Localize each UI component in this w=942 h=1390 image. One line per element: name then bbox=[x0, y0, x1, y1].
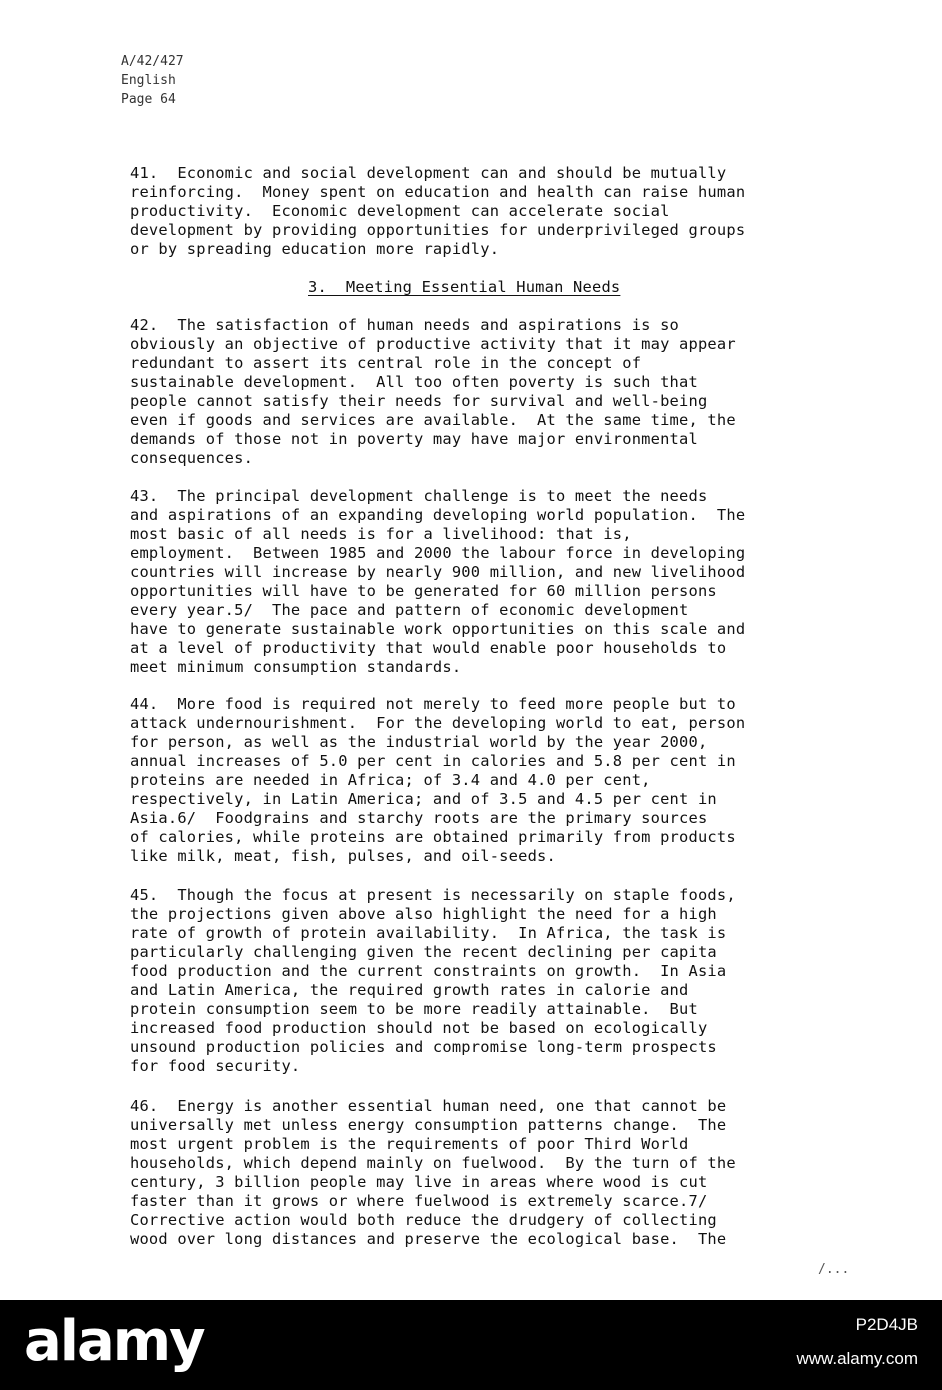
paragraph-line: countries will increase by nearly 900 million, and new livelihood bbox=[130, 563, 746, 581]
paragraph-line: rate of growth of protein availability. In Africa, the task is bbox=[130, 924, 727, 942]
paragraph-line: wood over long distances and preserve the ecological base. The bbox=[130, 1230, 727, 1248]
paragraph-line: 43. The principal development challenge is to meet the needs bbox=[130, 487, 708, 505]
alamy-logo: alamy bbox=[24, 1309, 204, 1374]
paragraph-line: reinforcing. Money spent on education and health can raise human bbox=[130, 183, 746, 201]
paragraph-line: meet minimum consumption standards. bbox=[130, 658, 462, 676]
paragraph-line: faster than it grows or where fuelwood is extremely scarce.7/ bbox=[130, 1192, 708, 1210]
paragraph-line: and aspirations of an expanding developing world population. The bbox=[130, 506, 746, 524]
paragraph-line: Corrective action would both reduce the drudgery of collecting bbox=[130, 1211, 717, 1229]
paragraph-line: redundant to assert its central role in the concept of bbox=[130, 354, 642, 372]
paragraph-line: of calories, while proteins are obtained primarily from products bbox=[130, 828, 736, 846]
paragraph-line: respectively, in Latin America; and of 3.5 and 4.5 per cent in bbox=[130, 790, 717, 808]
paragraph-line: at a level of productivity that would enable poor households to bbox=[130, 639, 727, 657]
image-id: P2D4JB bbox=[855, 1315, 918, 1334]
document-symbol: A/42/427 bbox=[121, 54, 184, 69]
site-url: www.alamy.com bbox=[796, 1349, 918, 1368]
page-number: Page 64 bbox=[121, 92, 176, 107]
paragraph-line: attack undernourishment. For the developing world to eat, person bbox=[130, 714, 746, 732]
section-heading: 3. Meeting Essential Human Needs bbox=[308, 278, 621, 296]
paragraph-line: employment. Between 1985 and 2000 the labour force in developing bbox=[130, 544, 746, 562]
paragraph-line: households, which depend mainly on fuelwood. By the turn of the bbox=[130, 1154, 736, 1172]
paragraph-line: obviously an objective of productive activity that it may appear bbox=[130, 335, 736, 353]
paragraph-line: even if goods and services are available. At the same time, the bbox=[130, 411, 736, 429]
paragraph-line: protein consumption seem to be more readily attainable. But bbox=[130, 1000, 698, 1018]
paragraph-line: century, 3 billion people may live in areas where wood is cut bbox=[130, 1173, 708, 1191]
paragraph-line: most urgent problem is the requirements of poor Third World bbox=[130, 1135, 689, 1153]
paragraph-line: food production and the current constraints on growth. In Asia bbox=[130, 962, 727, 980]
stock-image-info bbox=[796, 1310, 918, 1374]
paragraph-line: every year.5/ The pace and pattern of economic development bbox=[130, 601, 689, 619]
paragraph-line: 46. Energy is another essential human need, one that cannot be bbox=[130, 1097, 727, 1115]
paragraph-line: Asia.6/ Foodgrains and starchy roots are the primary sources bbox=[130, 809, 708, 827]
paragraph-line: 42. The satisfaction of human needs and aspirations is so bbox=[130, 316, 680, 334]
paragraph-line: for food security. bbox=[130, 1057, 301, 1075]
paragraph-line: for person, as well as the industrial world by the year 2000, bbox=[130, 733, 708, 751]
paragraph-line: demands of those not in poverty may have major environmental bbox=[130, 430, 698, 448]
paragraph-line: 41. Economic and social development can and should be mutually bbox=[130, 164, 727, 182]
paragraph-line: people cannot satisfy their needs for survival and well-being bbox=[130, 392, 708, 410]
paragraph-line: development by providing opportunities for underprivileged groups bbox=[130, 221, 746, 239]
document-header bbox=[121, 52, 184, 109]
paragraph-line: like milk, meat, fish, pulses, and oil-seeds. bbox=[130, 847, 556, 865]
paragraph-line: opportunities will have to be generated for 60 million persons bbox=[130, 582, 717, 600]
paragraph-line: particularly challenging given the recent declining per capita bbox=[130, 943, 717, 961]
continuation-mark: /... bbox=[818, 1262, 850, 1277]
paragraph-line: increased food production should not be based on ecologically bbox=[130, 1019, 708, 1037]
paragraph-line: have to generate sustainable work opportunities on this scale and bbox=[130, 620, 746, 638]
paragraph-line: consequences. bbox=[130, 449, 254, 467]
paragraph-line: or by spreading education more rapidly. bbox=[130, 240, 500, 258]
paragraph-line: most basic of all needs is for a livelihood: that is, bbox=[130, 525, 632, 543]
paragraph-line: and Latin America, the required growth rates in calorie and bbox=[130, 981, 689, 999]
paragraph-line: the projections given above also highlight the need for a high bbox=[130, 905, 717, 923]
paragraph-line: universally met unless energy consumption patterns change. The bbox=[130, 1116, 727, 1134]
paragraph-line: 45. Though the focus at present is necessarily on staple foods, bbox=[130, 886, 736, 904]
paragraph-line: annual increases of 5.0 per cent in calories and 5.8 per cent in bbox=[130, 752, 736, 770]
paragraph-line: proteins are needed in Africa; of 3.4 and 4.0 per cent, bbox=[130, 771, 651, 789]
paragraph-line: productivity. Economic development can accelerate social bbox=[130, 202, 670, 220]
document-language: English bbox=[121, 73, 176, 88]
paragraph-line: unsound production policies and compromise long-term prospects bbox=[130, 1038, 717, 1056]
paragraph-line: 44. More food is required not merely to feed more people but to bbox=[130, 695, 736, 713]
paragraph-line: sustainable development. All too often poverty is such that bbox=[130, 373, 698, 391]
